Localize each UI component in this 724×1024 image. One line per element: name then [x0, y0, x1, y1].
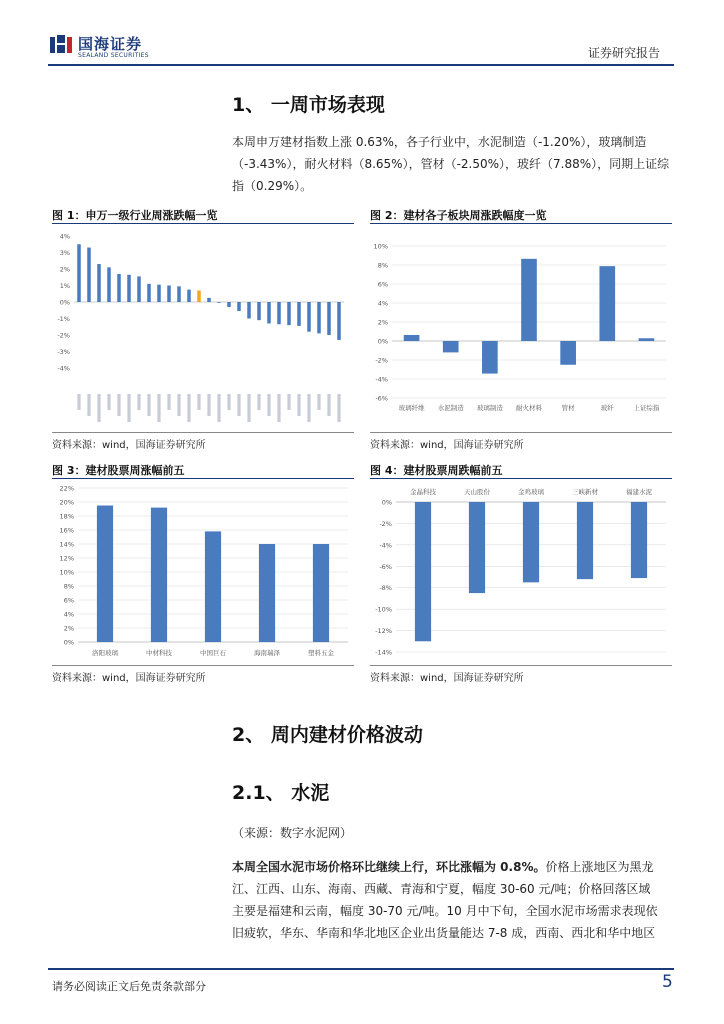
- y-tick-label: 22%: [59, 484, 74, 493]
- y-tick-label: 6%: [63, 596, 74, 605]
- figure-4-title: 图 4：建材股票周跌幅前五: [370, 464, 503, 477]
- y-tick-label: -8%: [379, 584, 392, 593]
- y-tick-label: 0%: [381, 498, 392, 507]
- bar: [307, 302, 311, 332]
- figure-2-chart: [370, 226, 672, 431]
- y-tick-label: -12%: [375, 627, 392, 636]
- y-tick-label: -6%: [375, 394, 388, 403]
- y-tick-label: 0%: [59, 298, 70, 307]
- y-tick-label: 2%: [63, 624, 74, 633]
- industry-label-mark: [327, 394, 330, 416]
- y-tick-label: 10%: [59, 568, 74, 577]
- bar: [337, 302, 341, 340]
- bar: [77, 244, 81, 302]
- bar: [87, 248, 91, 302]
- footer-disclaimer: 请务必阅读正文后免责条款部分: [52, 980, 206, 993]
- category-label: 管材: [561, 404, 575, 412]
- y-tick-label: 16%: [59, 526, 74, 535]
- section-2-1-title: 2.1、 水泥: [232, 782, 330, 804]
- bar: [137, 276, 141, 302]
- category-label: 玻璃纤维: [398, 404, 425, 412]
- y-tick-label: -4%: [375, 375, 388, 384]
- category-label: 三峡新材: [572, 488, 598, 496]
- section-2-1-source-note: （来源：数字水泥网）: [232, 826, 353, 840]
- category-label: 塑料五金: [308, 649, 334, 657]
- y-tick-label: 2%: [377, 318, 388, 327]
- y-tick-label: 4%: [377, 299, 388, 308]
- industry-label-mark: [137, 394, 140, 410]
- figure-2-bottom-rule: [370, 432, 672, 433]
- y-tick-label: 14%: [59, 540, 74, 549]
- figure-1-chart: [52, 226, 354, 431]
- section-2-1-text-line: 江、江西、山东、海南、西藏、青海和宁夏，幅度 30-60 元/吨；价格回落区域: [232, 882, 651, 896]
- bar: [177, 286, 181, 302]
- industry-label-mark: [147, 394, 150, 416]
- figure-4-source: 资料来源：wind，国海证券研究所: [370, 673, 524, 684]
- y-tick-label: -2%: [57, 331, 70, 340]
- bar: [277, 302, 281, 324]
- section-2-1-bold-lead: 本周全国水泥市场价格环比继续上行，环比涨幅为 0.8%。: [232, 860, 546, 874]
- bar: [317, 302, 321, 333]
- industry-label-mark: [207, 394, 210, 416]
- bar: [157, 285, 161, 302]
- company-logo-icon: [50, 35, 72, 55]
- industry-label-mark: [117, 394, 120, 416]
- bar: [97, 264, 101, 302]
- industry-label-mark: [237, 394, 240, 416]
- bar: [227, 302, 231, 307]
- industry-label-mark: [337, 394, 340, 422]
- bar: [205, 531, 221, 642]
- figure-3-chart: [52, 480, 354, 664]
- section-2-1-text-line: 旧疲软，华东、华南和华北地区企业出货量能达 7-8 成，西南、西北和华中地区: [232, 926, 656, 940]
- section-1-text-line: 指（0.29%）。: [232, 179, 313, 193]
- y-tick-label: -4%: [57, 364, 70, 373]
- industry-label-mark: [267, 394, 270, 416]
- y-tick-label: 10%: [373, 242, 388, 251]
- category-label: 洛阳玻璃: [92, 649, 118, 657]
- bar: [217, 302, 221, 303]
- bar: [259, 544, 275, 642]
- bar: [327, 302, 331, 335]
- section-2-1-text-line: [232, 856, 653, 878]
- bar: [127, 275, 131, 302]
- bar: [267, 302, 271, 323]
- bar: [521, 259, 537, 341]
- category-label: 福建水泥: [626, 488, 652, 496]
- category-label: 中材科技: [146, 649, 172, 657]
- figure-2-source: 资料来源：wind，国海证券研究所: [370, 440, 524, 451]
- bar: [599, 266, 615, 341]
- y-tick-label: 3%: [59, 249, 70, 257]
- industry-label-mark: [227, 394, 230, 410]
- y-tick-label: 1%: [59, 282, 70, 290]
- section-1-title: 1、 一周市场表现: [232, 94, 385, 116]
- bar: [147, 284, 151, 302]
- bar: [523, 502, 539, 582]
- industry-label-mark: [97, 394, 100, 422]
- industry-label-mark: [167, 394, 170, 410]
- category-label: 天山股份: [464, 488, 490, 496]
- bar: [469, 502, 485, 593]
- bar: [247, 302, 251, 319]
- industry-label-mark: [307, 394, 310, 422]
- figure-3-bottom-rule: [52, 665, 354, 666]
- category-label: 水泥制造: [437, 404, 464, 412]
- industry-label-mark: [287, 394, 290, 410]
- company-name-cn: 国海证券: [78, 35, 143, 53]
- industry-label-mark: [297, 394, 300, 416]
- y-tick-label: -2%: [379, 519, 392, 528]
- y-tick-label: 8%: [63, 582, 74, 591]
- bar: [287, 302, 291, 325]
- figure-4-bottom-rule: [370, 665, 672, 666]
- bar: [237, 302, 241, 311]
- report-type-label: 证券研究报告: [588, 46, 661, 60]
- bar: [415, 502, 431, 641]
- y-tick-label: -1%: [57, 315, 70, 323]
- bar: [404, 335, 420, 341]
- industry-label-mark: [157, 394, 160, 422]
- bar: [560, 341, 576, 365]
- bar: [577, 502, 593, 579]
- industry-label-mark: [217, 394, 220, 422]
- y-tick-label: 2%: [59, 265, 70, 274]
- bar: [151, 508, 167, 642]
- section-1-text-line: （-3.43%），耐火材料（8.65%），管材（-2.50%），玻纤（7.88%），同期上证综: [232, 157, 670, 171]
- page-number: 5: [662, 972, 673, 992]
- figure-2-top-rule: [370, 223, 672, 224]
- industry-label-mark: [197, 394, 200, 410]
- y-tick-label: 8%: [377, 261, 388, 270]
- y-tick-label: -4%: [379, 541, 392, 550]
- bar: [443, 341, 459, 352]
- y-tick-label: 20%: [59, 498, 74, 507]
- industry-label-mark: [187, 394, 190, 422]
- section-2-1-line1-rest: 价格上涨地区为黑龙: [545, 860, 654, 874]
- section-1-text-line: 本周申万建材指数上涨 0.63%，各子行业中，水泥制造（-1.20%），玻璃制造: [232, 135, 647, 149]
- figure-2-title: 图 2：建材各子板块周涨跌幅度一览: [370, 209, 547, 222]
- y-tick-label: -6%: [379, 562, 392, 571]
- bar: [313, 544, 329, 642]
- y-tick-label: 0%: [63, 638, 74, 647]
- bar: [107, 267, 111, 302]
- industry-label-mark: [317, 394, 320, 410]
- bar: [639, 338, 655, 341]
- bar: [167, 286, 171, 303]
- y-tick-label: 6%: [377, 280, 388, 289]
- figure-3-source: 资料来源：wind，国海证券研究所: [52, 673, 206, 684]
- industry-label-mark: [77, 394, 80, 410]
- bar: [117, 274, 121, 302]
- category-label: 海南瑞泽: [254, 649, 280, 657]
- figure-1-source: 资料来源：wind，国海证券研究所: [52, 440, 206, 451]
- industry-label-mark: [257, 394, 260, 410]
- y-tick-label: -2%: [375, 356, 388, 365]
- category-label: 金鸡玻璃: [518, 488, 544, 496]
- y-tick-label: 0%: [377, 337, 388, 346]
- y-tick-label: 12%: [59, 554, 74, 563]
- y-tick-label: 4%: [63, 610, 74, 619]
- bar: [482, 341, 498, 374]
- industry-label-mark: [247, 394, 250, 422]
- category-label: 金晶科技: [410, 488, 436, 496]
- industry-label-mark: [177, 394, 180, 416]
- category-label: 玻纤: [600, 404, 614, 412]
- category-label: 耐火材料: [516, 404, 542, 412]
- industry-label-mark: [127, 394, 130, 422]
- bar: [257, 302, 261, 320]
- footer-divider: [48, 968, 674, 970]
- figure-3-top-rule: [52, 478, 354, 479]
- category-label: 上证综指: [633, 404, 660, 412]
- section-2-1-text-line: 主要是福建和云南，幅度 30-70 元/吨。10 月中下旬，全国水泥市场需求表现依: [232, 904, 658, 918]
- y-tick-label: 18%: [59, 512, 74, 521]
- bar: [207, 298, 211, 302]
- figure-4-top-rule: [370, 478, 672, 479]
- bar: [631, 502, 647, 578]
- bar: [187, 290, 191, 302]
- company-name-en: SEALAND SECURITIES: [78, 52, 149, 59]
- industry-label-mark: [107, 394, 110, 410]
- industry-label-mark: [87, 394, 90, 416]
- y-tick-label: -3%: [57, 348, 70, 356]
- figure-1-top-rule: [52, 223, 354, 224]
- y-tick-label: -10%: [375, 605, 392, 614]
- category-label: 玻璃制造: [476, 404, 503, 412]
- industry-label-mark: [277, 394, 280, 422]
- category-label: 中国巨石: [200, 649, 226, 657]
- header-divider: [48, 64, 674, 66]
- section-2-title: 2、 周内建材价格波动: [232, 724, 423, 746]
- bar: [297, 302, 301, 326]
- figure-4-chart: [370, 480, 672, 664]
- bar: [197, 290, 201, 302]
- figure-1-title: 图 1：申万一级行业周涨跌幅一览: [52, 209, 218, 222]
- bar: [97, 506, 113, 643]
- figure-1-bottom-rule: [52, 432, 354, 433]
- y-tick-label: -14%: [375, 648, 392, 657]
- figure-3-title: 图 3：建材股票周涨幅前五: [52, 464, 185, 477]
- y-tick-label: 4%: [59, 232, 70, 241]
